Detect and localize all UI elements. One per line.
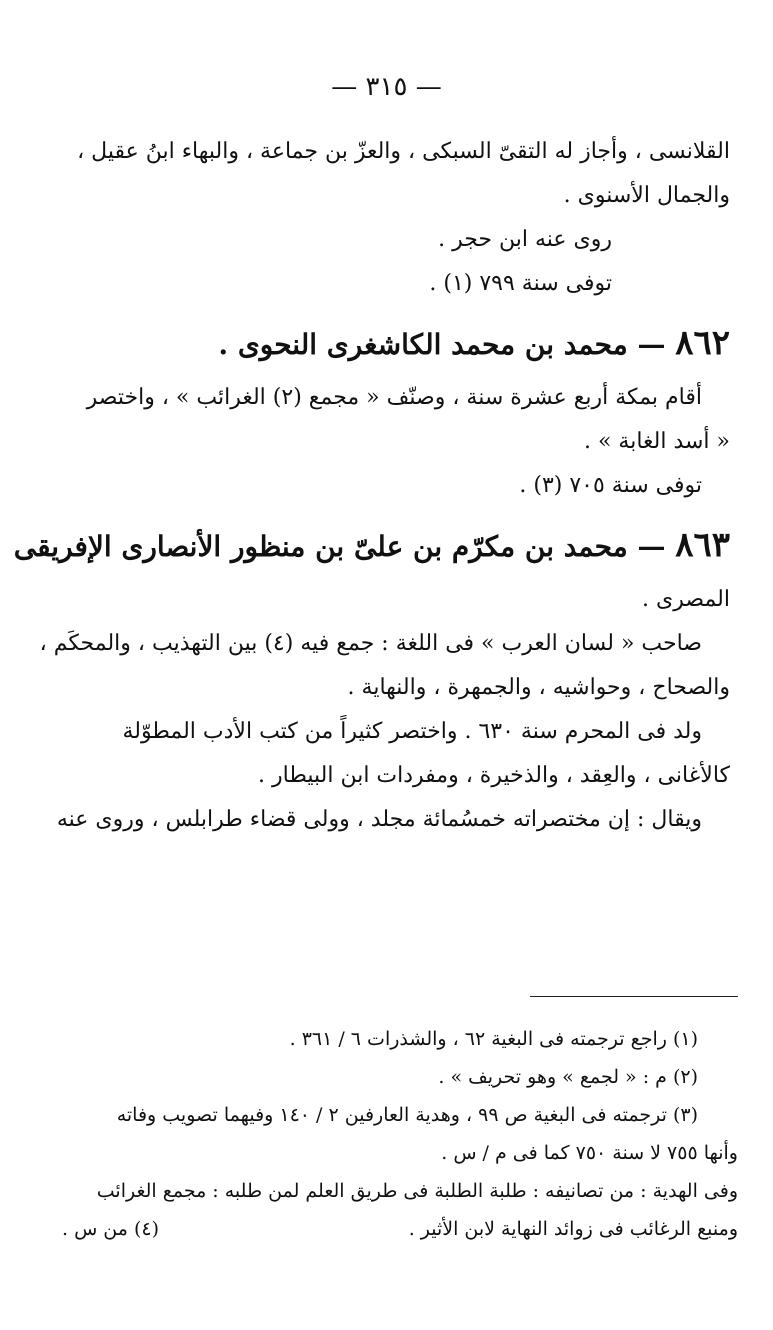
footnote: (٢) م : « لجمع » وهو تحريف » . [438, 1066, 698, 1088]
text-line: والجمال الأسنوى . [563, 183, 730, 208]
text-line: القلانسى ، وأجاز له التقىّ السبكى ، والعزّ بن جماعة ، والبهاء ابنُ عقيل ، [77, 139, 730, 164]
entry-number: ٨٦٣ [675, 525, 730, 565]
footnote-last-line [62, 1210, 738, 1248]
footnote: (٤) من س . [62, 1218, 160, 1240]
footnote: (١) راجع ترجمته فى البغية ٦٢ ، والشذرات ٦ / ٣٦١ . [289, 1028, 698, 1050]
footnote: (٣) ترجمته فى البغية ص ٩٩ ، وهدية العارفين ٢ / ١٤٠ وفيهما تصويب وفاته [116, 1104, 698, 1126]
footnote-divider [530, 996, 738, 997]
entry-heading-863 [13, 518, 730, 574]
text-line: والصحاح ، وحواشيه ، والجمهرة ، والنهاية . [347, 675, 730, 700]
entry-heading-862 [80, 316, 730, 372]
footnote-line: ومنبع الرغائب فى زوائد النهاية لابن الأثير . [408, 1218, 738, 1240]
text-line: توفى سنة ٧٠٥ (٣) . [519, 473, 702, 498]
text-line: كالأغانى ، والعِقد ، والذخيرة ، ومفردات ابن البيطار . [258, 763, 730, 788]
text-line: ولد فى المحرم سنة ٦٣٠ . واختصر كثيراً من كتب الأدب المطوّلة [122, 719, 702, 744]
footnote-line: وأنها ٧٥٥ لا سنة ٧٥٠ كما فى م / س . [441, 1142, 738, 1164]
entry-title: — محمد بن محمد الكاشغرى النحوى . [218, 328, 666, 361]
footnote-line: وفى الهدية : من تصانيفه : طلبة الطلبة فى طريق العلم لمن طلبه : مجمع الغرائب [96, 1180, 738, 1202]
text-line: ويقال : إن مختصراته خمسُمائة مجلد ، وولى قضاء طرابلس ، وروى عنه [56, 807, 702, 832]
page-number: — ٣١٥ — [331, 72, 442, 102]
text-line: « أسد الغابة » . [583, 429, 730, 454]
text-line: روى عنه ابن حجر . [438, 227, 612, 252]
text-line: أقام بمكة أربع عشرة سنة ، وصنّف « مجمع (٢) الغرائب » ، واختصر [86, 385, 702, 410]
text-line: توفى سنة ٧٩٩ (١) . [429, 271, 612, 296]
entry-title-continued: المصرى . [642, 587, 730, 612]
text-line: صاحب « لسان العرب » فى اللغة : جمع فيه (٤) بين التهذيب ، والمحكَم ، [39, 631, 702, 656]
entry-number: ٨٦٢ [675, 323, 730, 363]
entry-title: — محمد بن مكرّم بن علىّ بن منظور الأنصارى الإفريقى [13, 530, 666, 563]
page-body [13, 130, 730, 842]
footnotes [62, 1020, 738, 1248]
